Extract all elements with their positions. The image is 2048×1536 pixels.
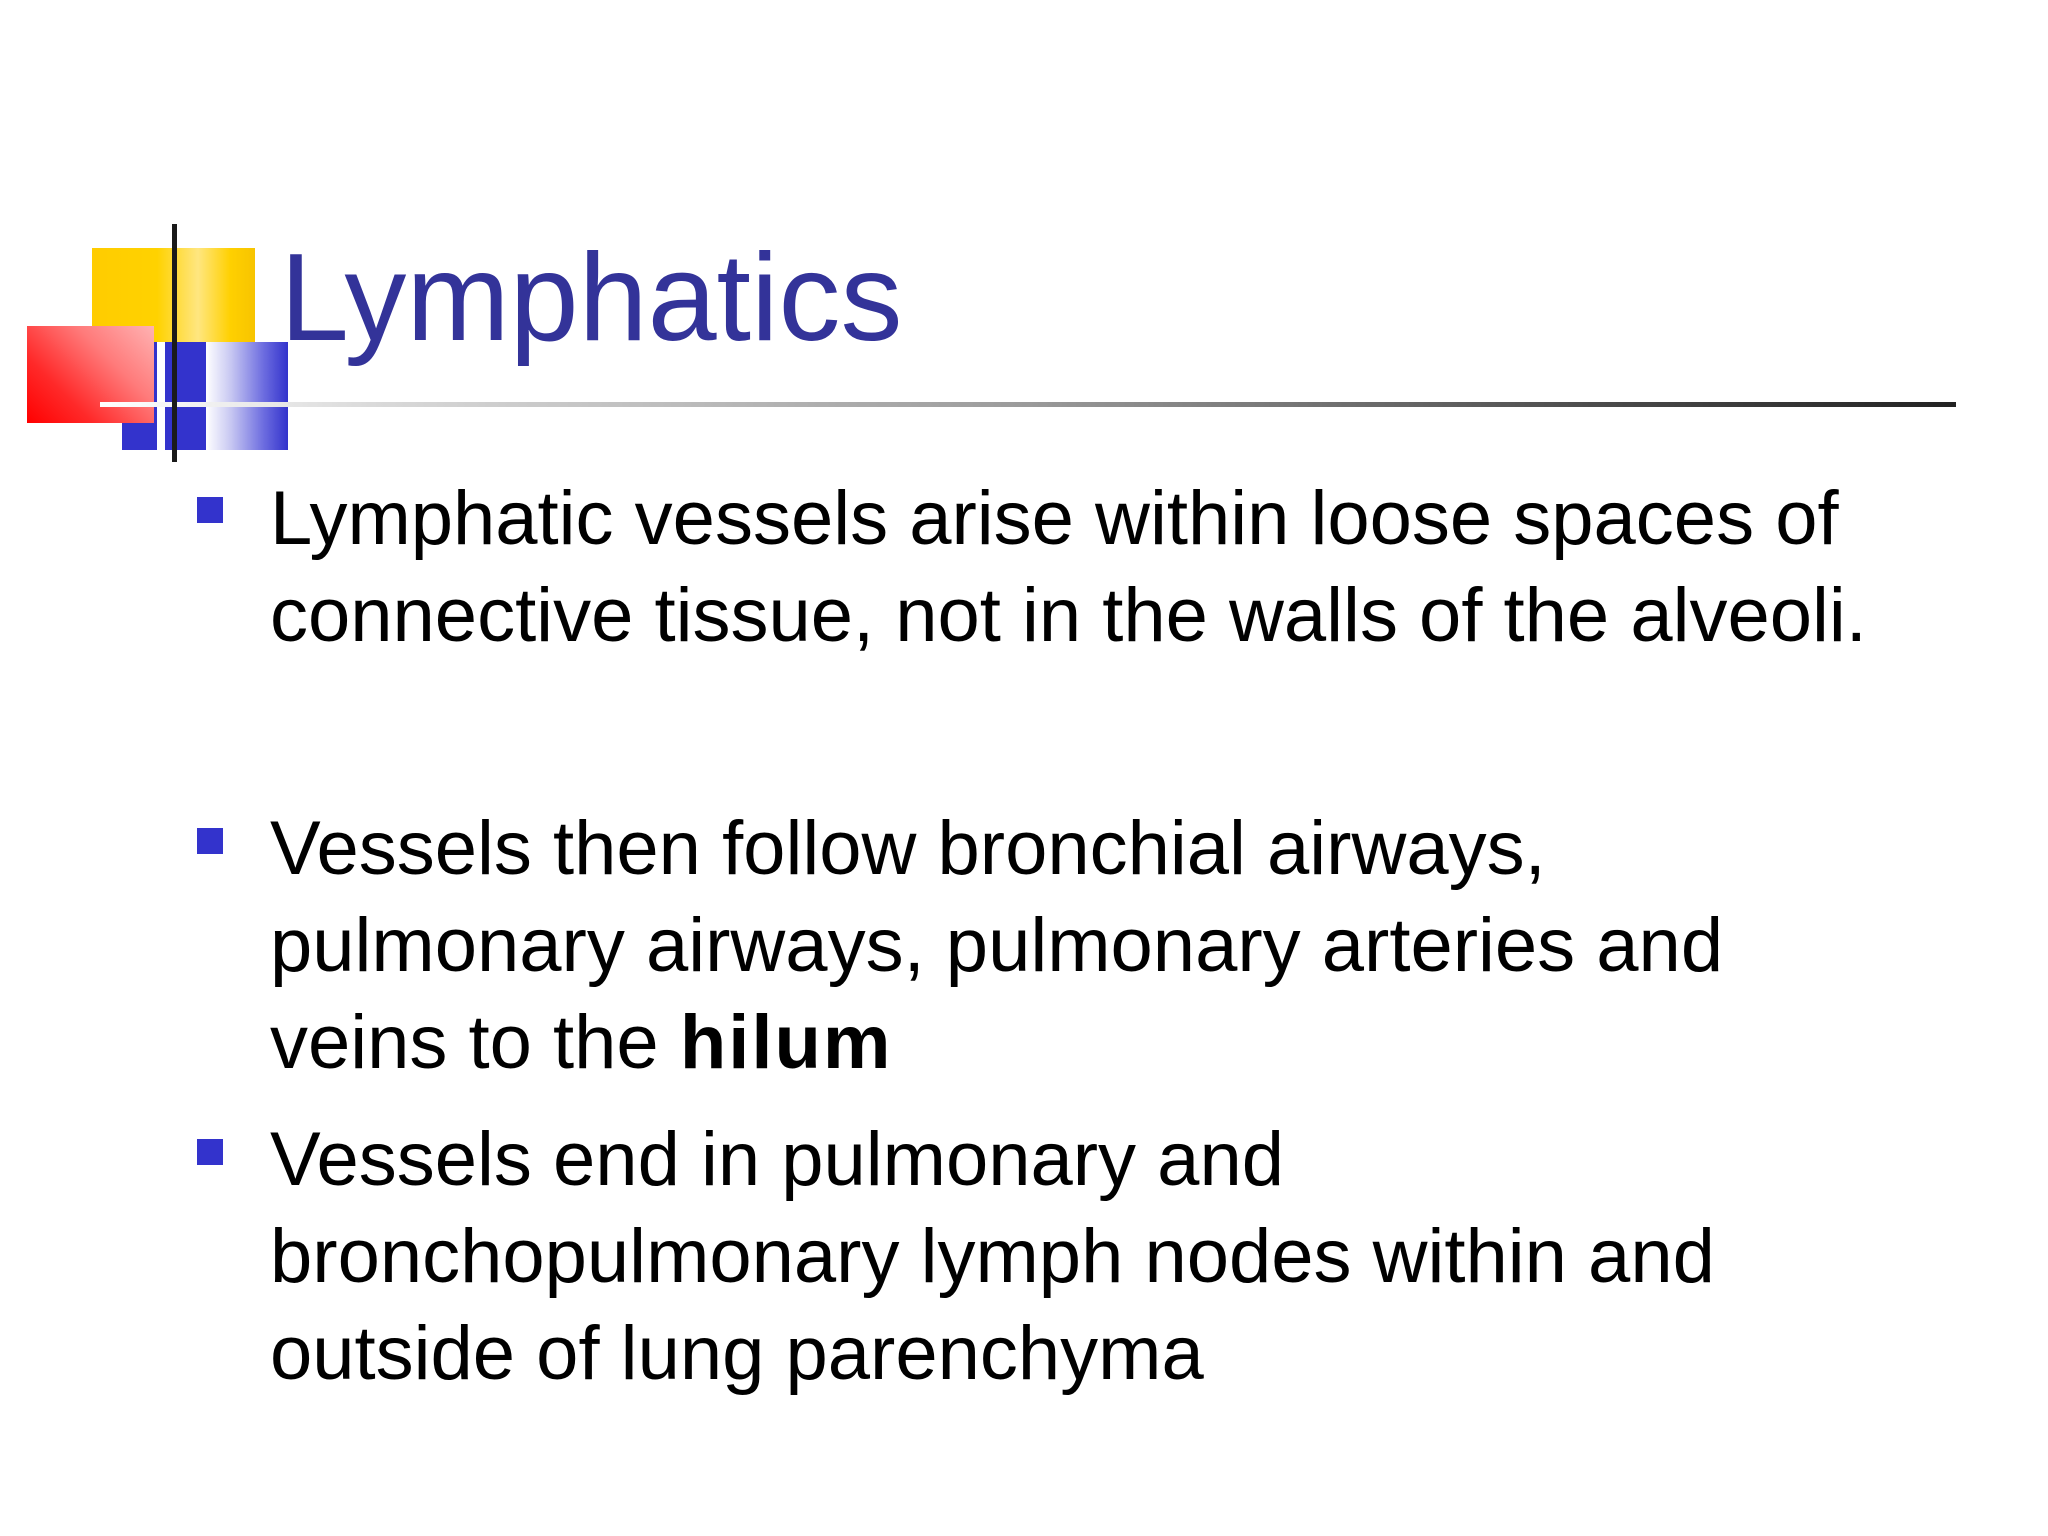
bullet-text	[270, 470, 1990, 664]
bullet-line: Lymphatic vessels arise within loose spaces of	[270, 476, 1839, 561]
bullet-text	[270, 1111, 1990, 1402]
bullet-line: Vessels end in pulmonary and	[270, 1117, 1284, 1202]
bullet-line: Vessels then follow bronchial airways,	[270, 806, 1546, 891]
blue-gradient-square-decoration	[206, 342, 288, 450]
square-bullet-icon	[197, 828, 223, 854]
slide-title: Lymphatics	[280, 229, 903, 367]
bullet-line: connective tissue, not in the walls of the alveoli.	[270, 573, 1867, 658]
square-bullet-icon	[197, 1139, 223, 1165]
bold-term: hilum	[679, 1000, 893, 1085]
bullet-line: bronchopulmonary lymph nodes within and	[270, 1214, 1715, 1299]
red-square-decoration	[27, 326, 154, 423]
vertical-line-decoration	[172, 224, 177, 462]
bullet-line: pulmonary airways, pulmonary arteries and	[270, 903, 1724, 988]
bullet-line-prefix: veins to the	[270, 1000, 680, 1085]
title-underline-rule	[100, 402, 1956, 407]
bullet-line: outside of lung parenchyma	[270, 1311, 1204, 1396]
white-divider-decoration	[157, 342, 165, 450]
square-bullet-icon	[197, 497, 223, 523]
bullet-line	[270, 994, 1990, 1091]
bullet-text	[270, 800, 1990, 1091]
